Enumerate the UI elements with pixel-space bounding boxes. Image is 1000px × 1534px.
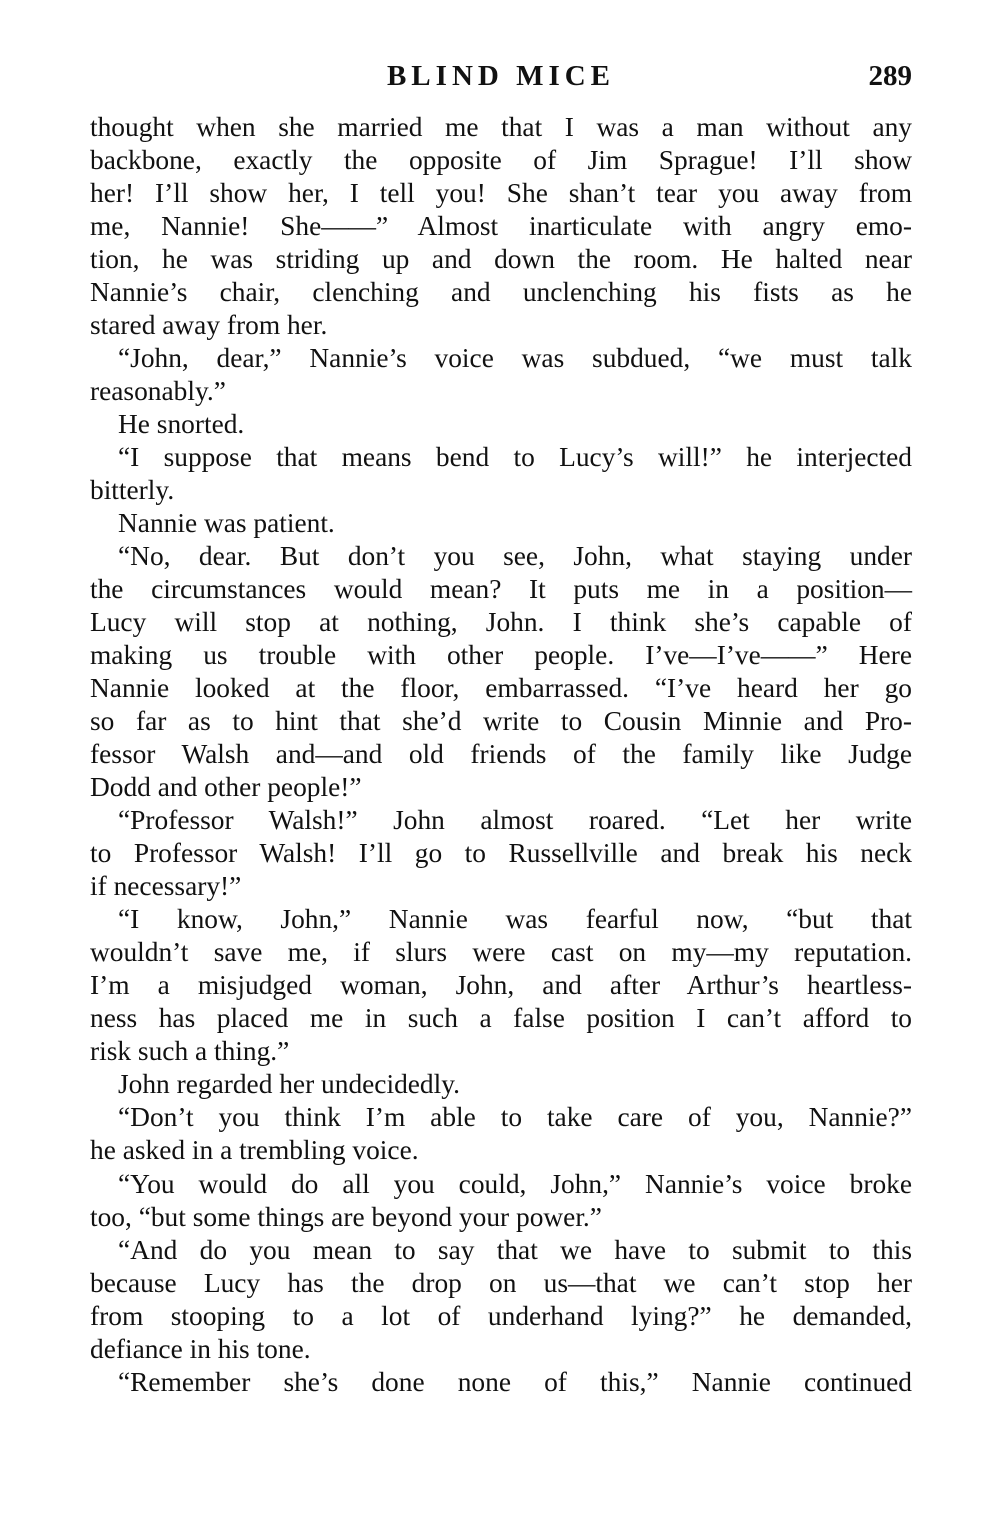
running-head — [90, 60, 912, 100]
text-line: if necessary!” — [90, 871, 242, 902]
text-line: “I suppose that means bend to Lucy’s will!” he interjected — [118, 442, 912, 473]
text-line: “No, dear. But don’t you see, John, what staying under — [118, 541, 912, 572]
text-line: risk such a thing.” — [90, 1036, 290, 1067]
text-line: Nannie’s chair, clenching and unclenching his fists as he — [90, 277, 912, 308]
text-line: her! I’ll show her, I tell you! She shan’t tear you away from — [90, 178, 912, 209]
text-line: making us trouble with other people. I’ve—I’ve——” Here — [90, 640, 912, 671]
text-line: because Lucy has the drop on us—that we can’t stop her — [90, 1267, 912, 1298]
text-line: tion, he was striding up and down the room. He halted near — [90, 244, 912, 275]
running-title: BLIND MICE — [386, 60, 616, 92]
text-line: bitterly. — [90, 475, 175, 506]
text-line: “And do you mean to say that we have to submit to this — [118, 1234, 912, 1265]
text-line: “Don’t you think I’m able to take care of you, Nannie?” — [118, 1102, 912, 1133]
text-line: the circumstances would mean? It puts me in a position— — [90, 574, 912, 605]
body-text — [90, 111, 912, 1399]
text-line: Dodd and other people!” — [90, 772, 362, 803]
text-line: fessor Walsh and—and old friends of the family like Judge — [90, 739, 912, 770]
text-line: Lucy will stop at nothing, John. I think she’s capable of — [90, 607, 912, 638]
text-line: Nannie looked at the floor, embarrassed. “I’ve heard her go — [90, 673, 912, 704]
text-line: John regarded her undecidedly. — [118, 1069, 460, 1100]
text-line: he asked in a trembling voice. — [90, 1135, 419, 1166]
text-line: “You would do all you could, John,” Nannie’s voice broke — [118, 1168, 912, 1199]
text-line: wouldn’t save me, if slurs were cast on my—my reputation. — [90, 937, 912, 968]
text-line: I’m a misjudged woman, John, and after Arthur’s heartless- — [90, 970, 912, 1001]
text-line: “I know, John,” Nannie was fearful now, “but that — [118, 904, 912, 935]
text-line: “Professor Walsh!” John almost roared. “Let her write — [118, 805, 912, 836]
text-line: Nannie was patient. — [118, 508, 335, 539]
page-number: 289 — [868, 60, 912, 92]
text-line: defiance in his tone. — [90, 1333, 311, 1364]
text-line: He snorted. — [118, 409, 245, 440]
text-line: so far as to hint that she’d write to Cousin Minnie and Pro- — [90, 706, 912, 737]
text-line: from stooping to a lot of underhand lying?” he demanded, — [90, 1300, 912, 1331]
text-line: ness has placed me in such a false position I can’t afford to — [90, 1003, 912, 1034]
text-line: reasonably.” — [90, 376, 226, 407]
text-line: “Remember she’s done none of this,” Nannie continued — [118, 1366, 912, 1397]
text-line: to Professor Walsh! I’ll go to Russellville and break his neck — [90, 838, 912, 869]
text-line: stared away from her. — [90, 310, 328, 341]
text-line: “John, dear,” Nannie’s voice was subdued, “we must talk — [118, 343, 912, 374]
text-line: backbone, exactly the opposite of Jim Sprague! I’ll show — [90, 145, 912, 176]
text-line: me, Nannie! She——” Almost inarticulate with angry emo- — [90, 211, 912, 242]
text-line: too, “but some things are beyond your power.” — [90, 1201, 602, 1232]
text-line: thought when she married me that I was a man without any — [90, 112, 912, 142]
